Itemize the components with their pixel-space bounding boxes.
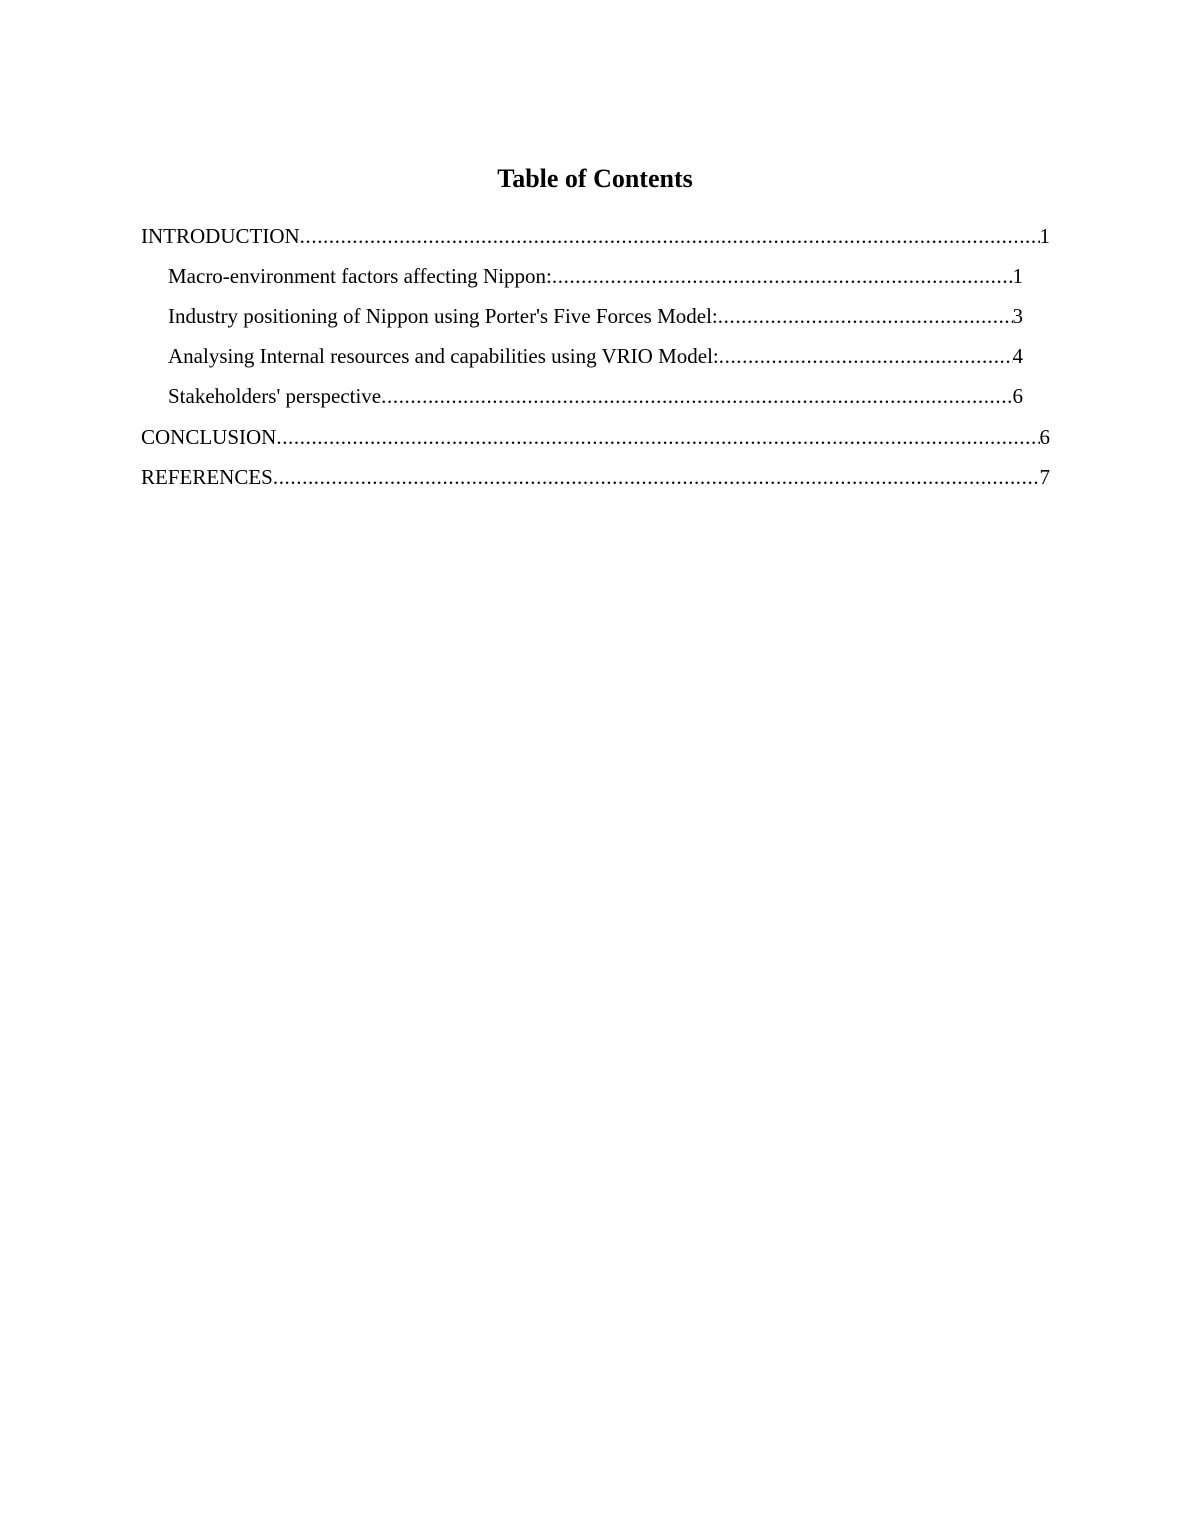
toc-dot-leader (381, 380, 1012, 412)
toc-entry-label: Stakeholders' perspective (168, 384, 382, 408)
toc-page-number: 7 (1039, 465, 1050, 489)
toc-entry-references[interactable] (141, 461, 1050, 493)
toc-dot-leader (300, 220, 1040, 252)
toc-page-number: 3 (1012, 304, 1023, 328)
toc-entry-label: CONCLUSION (141, 425, 277, 449)
toc-entry-label: Analysing Internal resources and capabilities using VRIO Model: (168, 344, 719, 368)
toc-title: Table of Contents (497, 164, 693, 193)
toc-page-number: 4 (1012, 344, 1023, 368)
toc-entry-vrio-analysis[interactable] (168, 340, 1023, 372)
toc-entry-introduction[interactable] (141, 220, 1050, 252)
toc-entry-label: Industry positioning of Nippon using Porter's Five Forces Model: (168, 304, 718, 328)
toc-page-number: 6 (1012, 384, 1023, 408)
toc-dot-leader (552, 260, 1013, 292)
toc-dot-leader (276, 421, 1039, 453)
toc-dot-leader (719, 340, 1013, 372)
toc-entry-macro-environment[interactable] (168, 260, 1023, 292)
toc-page-number: 1 (1039, 224, 1050, 248)
toc-dot-leader (273, 461, 1040, 493)
toc-page-number: 1 (1012, 264, 1023, 288)
toc-dot-leader (718, 300, 1013, 332)
toc-entry-label: Macro-environment factors affecting Nippon: (168, 264, 552, 288)
toc-page-number: 6 (1039, 425, 1050, 449)
toc-entry-industry-positioning[interactable] (168, 300, 1023, 332)
toc-entry-conclusion[interactable] (141, 421, 1050, 453)
toc-entry-stakeholders[interactable] (168, 380, 1023, 412)
toc-entry-label: REFERENCES (141, 465, 273, 489)
toc-entry-label: INTRODUCTION (141, 224, 300, 248)
